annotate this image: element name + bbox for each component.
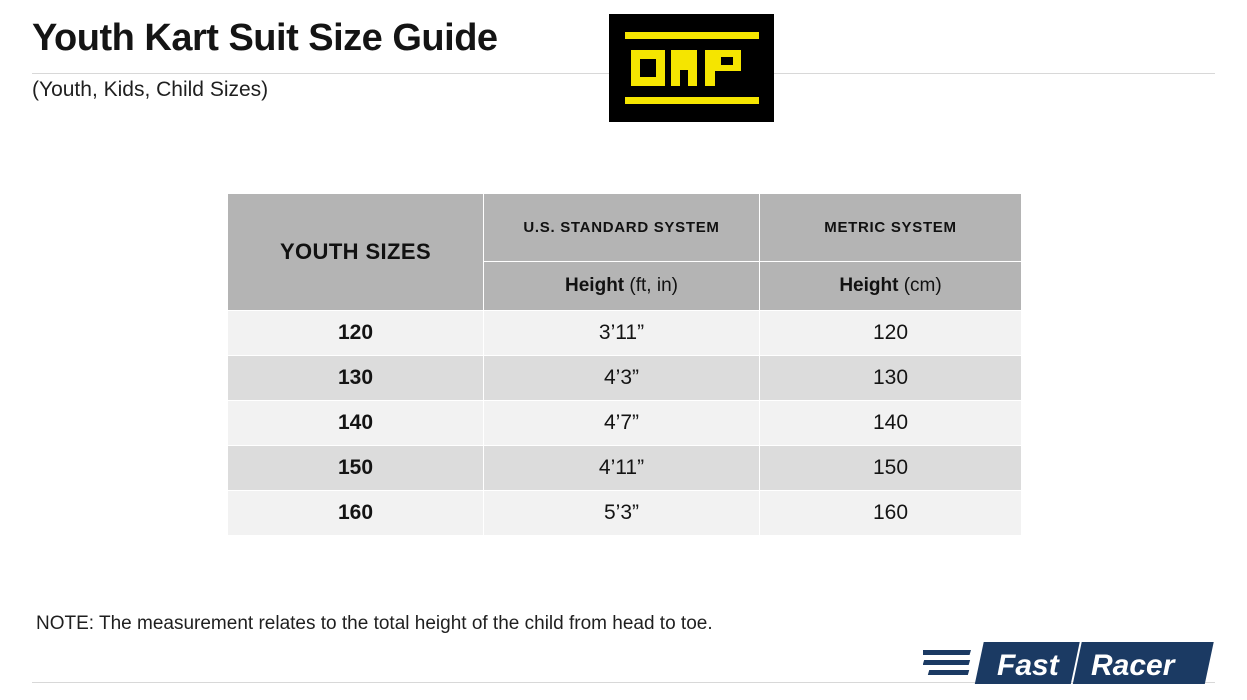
table-row	[228, 446, 1022, 491]
cell-size: 150	[228, 446, 484, 491]
fastracer-text-2: Racer	[1091, 649, 1175, 682]
cell-height-cm: 130	[760, 356, 1022, 401]
page-title: Youth Kart Suit Size Guide	[32, 17, 498, 59]
cell-height-us: 4’3”	[484, 356, 760, 401]
header-us-standard-system: U.S. STANDARD SYSTEM	[484, 194, 760, 262]
header-height-unit-us: (ft, in)	[624, 275, 678, 296]
cell-height-us: 4’7”	[484, 401, 760, 446]
cell-size: 120	[228, 311, 484, 356]
fastracer-text-1: Fast	[997, 649, 1059, 682]
table-header-row-1	[228, 194, 1022, 262]
header-height-label-metric: Height	[839, 275, 899, 296]
header-metric-system: METRIC SYSTEM	[760, 194, 1022, 262]
size-table-container	[227, 193, 1021, 536]
omp-logo	[609, 14, 774, 122]
cell-size: 130	[228, 356, 484, 401]
table-row	[228, 356, 1022, 401]
header-height-us	[484, 262, 760, 311]
header-height-metric	[760, 262, 1022, 311]
cell-height-cm: 160	[760, 491, 1022, 536]
table-row	[228, 311, 1022, 356]
measurement-note: NOTE: The measurement relates to the total height of the child from head to toe.	[36, 613, 713, 634]
cell-height-cm: 150	[760, 446, 1022, 491]
page-subtitle: (Youth, Kids, Child Sizes)	[32, 77, 269, 101]
header-height-label-us: Height	[565, 275, 625, 296]
fastracer-logo	[923, 636, 1223, 692]
header-youth-sizes: YOUTH SIZES	[228, 194, 484, 311]
cell-size: 140	[228, 401, 484, 446]
header-height-unit-metric: (cm)	[898, 275, 942, 296]
cell-height-cm: 120	[760, 311, 1022, 356]
cell-height-cm: 140	[760, 401, 1022, 446]
size-table	[227, 193, 1022, 536]
cell-height-us: 5’3”	[484, 491, 760, 536]
table-row	[228, 491, 1022, 536]
cell-size: 160	[228, 491, 484, 536]
cell-height-us: 3’11”	[484, 311, 760, 356]
cell-height-us: 4’11”	[484, 446, 760, 491]
table-row	[228, 401, 1022, 446]
